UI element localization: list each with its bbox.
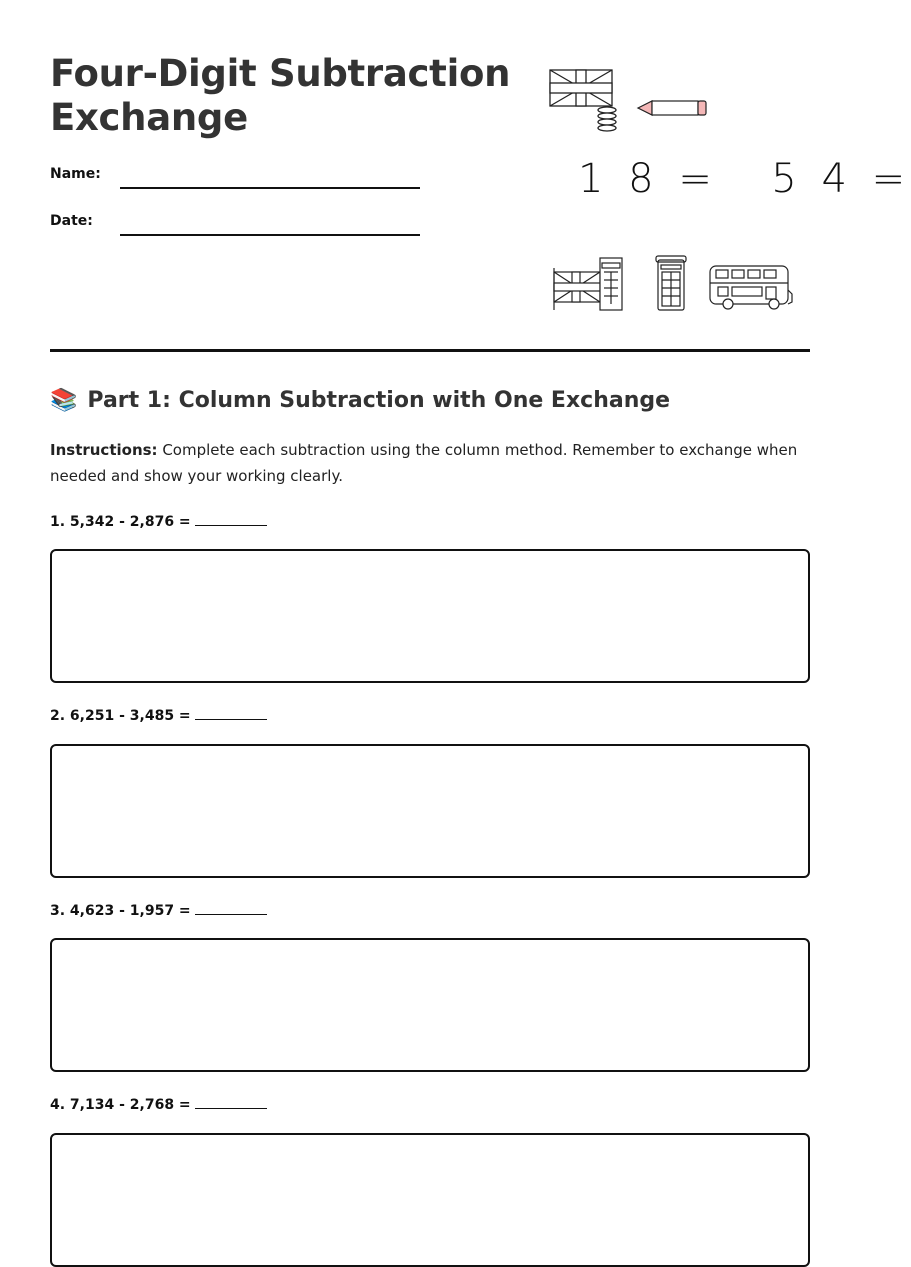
- question-3-label: [50, 902, 267, 919]
- answer-blank-2[interactable]: [195, 707, 267, 720]
- question-2-label: [50, 707, 267, 724]
- name-input-line[interactable]: [120, 187, 420, 189]
- question-3-text: 3. 4,623 - 1,957 =: [50, 903, 191, 919]
- header-divider: [50, 349, 810, 352]
- working-box-4[interactable]: [50, 1133, 810, 1267]
- question-4-label: [50, 1096, 267, 1113]
- double-decker-bus-icon: [708, 262, 794, 312]
- working-box-3[interactable]: [50, 938, 810, 1072]
- name-label: Name:: [50, 166, 101, 182]
- date-input-line[interactable]: [120, 234, 420, 236]
- answer-blank-1[interactable]: [195, 513, 267, 526]
- answer-blank-3[interactable]: [195, 902, 267, 915]
- equation-left-text: 1 8 =: [578, 156, 718, 202]
- question-4-text: 4. 7,134 - 2,768 =: [50, 1097, 191, 1113]
- instructions: [50, 437, 810, 489]
- answer-blank-4[interactable]: [195, 1096, 267, 1109]
- question-1-label: [50, 513, 267, 530]
- pencil-icon: [636, 96, 708, 120]
- section-heading: [50, 388, 670, 413]
- union-flag-with-coins-icon: [548, 66, 618, 132]
- flag-and-phone-box-icon: [552, 254, 626, 312]
- instructions-text: Complete each subtraction using the column method. Remember to exchange when needed and show your working clearly.: [50, 441, 798, 485]
- instructions-label: Instructions:: [50, 441, 158, 459]
- worksheet-title: Four-Digit Subtraction Exchange: [50, 52, 511, 139]
- working-box-1[interactable]: [50, 549, 810, 683]
- phone-box-icon: [654, 254, 688, 312]
- equation-right-text: 5 4 =: [771, 156, 911, 202]
- books-icon: 📚: [50, 388, 78, 413]
- section-title-text: Part 1: Column Subtraction with One Exchange: [87, 388, 671, 413]
- question-2-text: 2. 6,251 - 3,485 =: [50, 708, 191, 724]
- working-box-2[interactable]: [50, 744, 810, 878]
- question-1-text: 1. 5,342 - 2,876 =: [50, 514, 191, 530]
- date-label: Date:: [50, 213, 93, 229]
